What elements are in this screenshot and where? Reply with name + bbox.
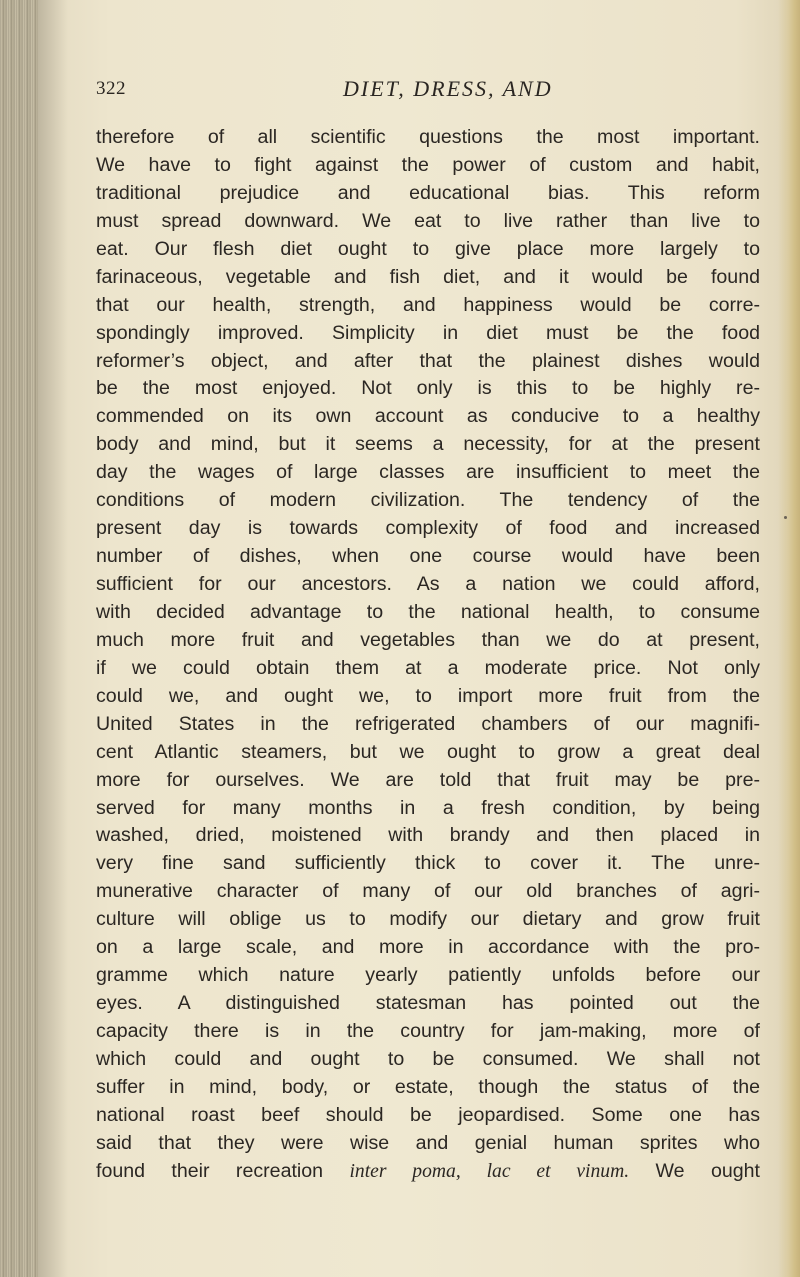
text-line: munerative character of many of our old branches of agri- bbox=[96, 880, 760, 903]
text-line: if we could obtain them at a moderate price. Not only bbox=[96, 656, 760, 679]
text-line: which could and ought to be consumed. We shall not bbox=[96, 1047, 760, 1070]
text-line: reformer’s object, and after that the plainest dishes would bbox=[96, 349, 760, 372]
text-line: eyes. A distinguished statesman has pointed out the bbox=[96, 992, 760, 1015]
paper-speck bbox=[784, 516, 787, 519]
text-line: body and mind, but it seems a necessity, for at the present bbox=[96, 433, 760, 456]
body-paragraph bbox=[96, 124, 760, 1186]
text-line: must spread downward. We eat to live rather than live to bbox=[96, 209, 760, 232]
text-line: gramme which nature yearly patiently unfolds before our bbox=[96, 964, 760, 987]
latin-phrase: inter poma, lac et vinum. bbox=[349, 1160, 630, 1182]
running-title: DIET, DRESS, AND bbox=[343, 76, 553, 101]
book-binding-gutter bbox=[0, 0, 38, 1277]
text-line: capacity there is in the country for jam-making, more of bbox=[96, 1020, 760, 1042]
text-line: national roast beef should be jeopardised. Some one has bbox=[96, 1103, 760, 1126]
text-line: much more fruit and vegetables than we do at present, bbox=[96, 628, 760, 651]
text-line: cent Atlantic steamers, but we ought to grow a great deal bbox=[96, 740, 760, 763]
gutter-shadow bbox=[38, 0, 68, 1277]
final-line-start: found their recreation bbox=[96, 1159, 350, 1182]
text-line: more for ourselves. We are told that fruit may be pre- bbox=[96, 768, 760, 791]
text-line: spondingly improved. Simplicity in diet must be the food bbox=[96, 321, 760, 344]
text-line: eat. Our flesh diet ought to give place more largely to bbox=[96, 237, 760, 260]
text-line: therefore of all scientific questions the most important. bbox=[96, 126, 760, 148]
text-line: be the most enjoyed. Not only is this to be highly re- bbox=[96, 377, 760, 400]
text-line: number of dishes, when one course would have been bbox=[96, 545, 760, 568]
final-line-end: We ought bbox=[629, 1159, 760, 1182]
text-line: very fine sand sufficiently thick to cover it. The unre- bbox=[96, 852, 760, 875]
text-line: that our health, strength, and happiness would be corre- bbox=[96, 293, 760, 316]
text-line: sufficient for our ancestors. As a nation we could afford, bbox=[96, 573, 760, 595]
text-line: could we, and ought we, to import more fruit from the bbox=[96, 684, 760, 707]
text-line: said that they were wise and genial human sprites who bbox=[96, 1131, 760, 1154]
page-edge-stain bbox=[778, 0, 800, 1277]
page-number: 322 bbox=[96, 78, 126, 99]
text-line: with decided advantage to the national health, to consume bbox=[96, 600, 760, 623]
text-line: suffer in mind, body, or estate, though the status of the bbox=[96, 1075, 760, 1098]
text-line-final bbox=[96, 1158, 760, 1186]
text-line: washed, dried, moistened with brandy and then placed in bbox=[96, 824, 760, 847]
text-line: commended on its own account as conducive to a healthy bbox=[96, 405, 760, 428]
page-header bbox=[0, 68, 800, 108]
text-line: served for many months in a fresh condition, by being bbox=[96, 796, 760, 819]
text-line: culture will oblige us to modify our dietary and grow fruit bbox=[96, 908, 760, 931]
text-line: conditions of modern civilization. The tendency of the bbox=[96, 489, 760, 512]
text-line: farinaceous, vegetable and fish diet, and it would be found bbox=[96, 265, 760, 288]
text-line: day the wages of large classes are insufficient to meet the bbox=[96, 461, 760, 484]
text-line: traditional prejudice and educational bias. This reform bbox=[96, 181, 760, 204]
text-line: We have to fight against the power of custom and habit, bbox=[96, 153, 760, 176]
text-line: present day is towards complexity of food and increased bbox=[96, 517, 760, 540]
text-line: United States in the refrigerated chambers of our magnifi- bbox=[96, 712, 760, 735]
text-line: on a large scale, and more in accordance with the pro- bbox=[96, 936, 760, 959]
